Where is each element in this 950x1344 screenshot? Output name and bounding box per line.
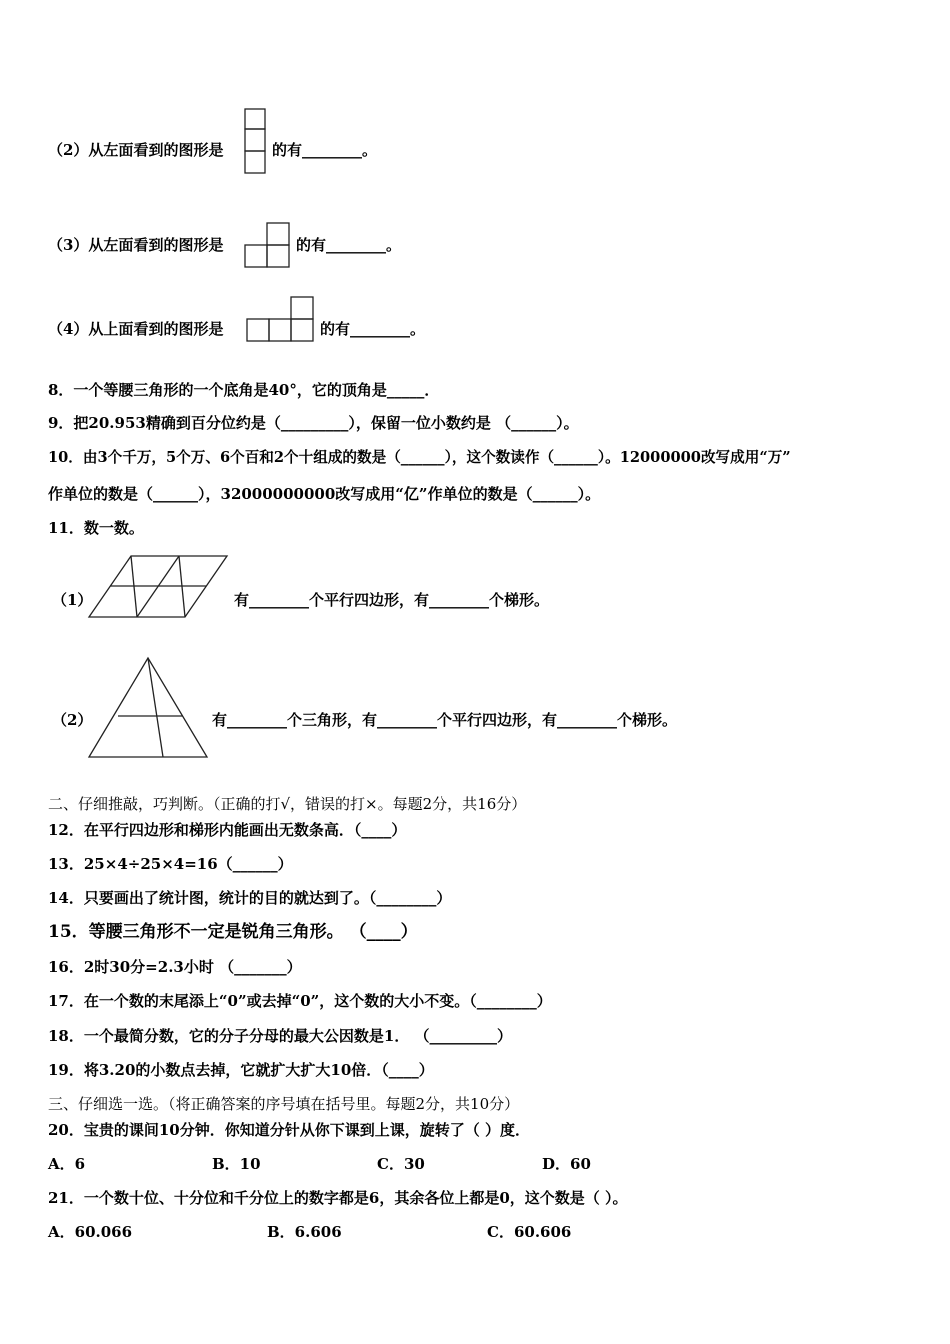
section-3-heading: 三、仔细选一选。（将正确答案的序号填在括号里。每题2分，共10分） bbox=[48, 1095, 520, 1113]
top-view-figure-4 bbox=[246, 296, 316, 344]
q7-sub2-label: （2）从左面看到的图形是 bbox=[48, 141, 224, 159]
triangle-figure bbox=[88, 656, 212, 760]
q11-sub2-label: （2） bbox=[52, 711, 93, 729]
q20-option-b: B．10 bbox=[212, 1155, 261, 1173]
question-15: 15．等腰三角形不一定是锐角三角形。 （____） bbox=[48, 922, 418, 942]
question-16: 16．2时30分=2.3小时 （_______） bbox=[48, 958, 302, 976]
q20-option-c: C．30 bbox=[377, 1155, 425, 1173]
question-20: 20．宝贵的课间10分钟．你知道分针从你下课到上课，旋转了（ ）度． bbox=[48, 1121, 530, 1139]
question-17: 17．在一个数的末尾添上“0”或去掉“0”，这个数的大小不变。（________） bbox=[48, 992, 552, 1010]
question-10-line1: 10．由3个千万，5个万、6个百和2个十组成的数是（______），这个数读作（______）。12000000改写成用“万” bbox=[48, 449, 791, 466]
q7-sub2-suffix: 的有________。 bbox=[272, 141, 378, 159]
q21-option-c: C．60.606 bbox=[487, 1223, 572, 1241]
question-21: 21．一个数十位、十分位和千分位上的数字都是6，其余各位上都是0，这个数是（ ）。 bbox=[48, 1189, 628, 1207]
q20-option-a: A．6 bbox=[48, 1155, 86, 1173]
q21-option-b: B．6.606 bbox=[267, 1223, 342, 1241]
parallelogram-figure bbox=[88, 554, 230, 620]
question-11: 11．数一数。 bbox=[48, 519, 144, 537]
q7-sub3-label: （3）从左面看到的图形是 bbox=[48, 236, 224, 254]
left-view-figure-3 bbox=[244, 222, 292, 270]
question-14: 14．只要画出了统计图，统计的目的就达到了。（________） bbox=[48, 889, 452, 907]
q20-option-d: D．60 bbox=[542, 1155, 591, 1173]
question-18: 18．一个最简分数，它的分子分母的最大公因数是1． （_________） bbox=[48, 1027, 513, 1045]
q11-sub1-label: （1） bbox=[52, 591, 93, 609]
question-9: 9．把20.953精确到百分位约是（_________），保留一位小数约是 （______）。 bbox=[48, 414, 579, 432]
question-12: 12．在平行四边形和梯形内能画出无数条高．（____） bbox=[48, 821, 407, 839]
q21-option-a: A．60.066 bbox=[48, 1223, 133, 1241]
section-2-heading: 二、仔细推敲，巧判断。（正确的打√，错误的打×。每题2分，共16分） bbox=[48, 795, 527, 813]
left-view-figure-2 bbox=[244, 108, 268, 176]
question-8: 8．一个等腰三角形的一个底角是40°，它的顶角是_____． bbox=[48, 381, 440, 399]
q7-sub4-label: （4）从上面看到的图形是 bbox=[48, 320, 224, 338]
question-13: 13．25×4÷25×4=16（______） bbox=[48, 855, 293, 873]
q11-sub2-text: 有________个三角形，有________个平行四边形，有________个梯形。 bbox=[212, 711, 678, 729]
q11-sub1-text: 有________个平行四边形，有________个梯形。 bbox=[234, 591, 550, 609]
question-10-line2: 作单位的数是（______），32000000000改写成用“亿”作单位的数是（______）。 bbox=[48, 485, 601, 503]
question-19: 19．将3.20的小数点去掉，它就扩大扩大10倍．（____） bbox=[48, 1061, 434, 1079]
q7-sub3-suffix: 的有________。 bbox=[296, 236, 402, 254]
q7-sub4-suffix: 的有________。 bbox=[320, 320, 426, 338]
